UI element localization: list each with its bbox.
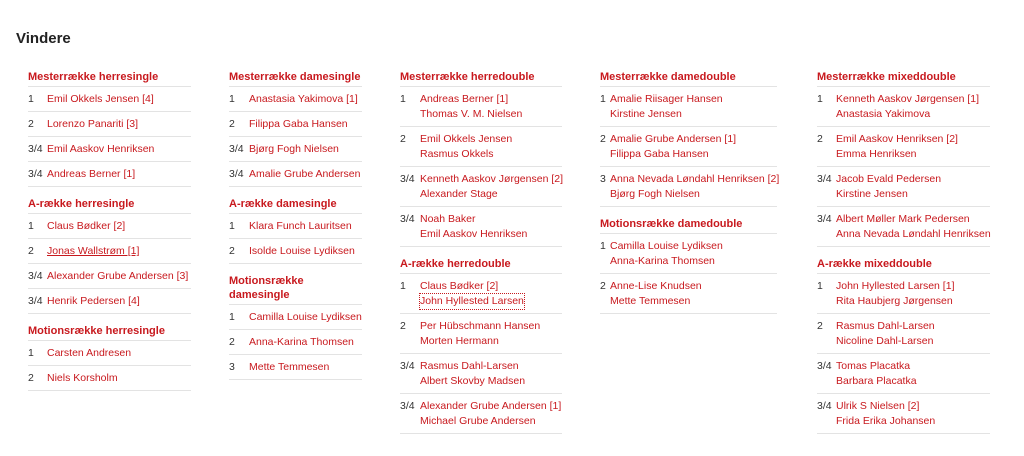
player-link[interactable]: Kirstine Jensen <box>836 188 908 200</box>
page-title: Vindere <box>16 30 71 47</box>
player-names <box>420 132 512 162</box>
result-row <box>229 355 362 380</box>
result-row <box>600 127 777 167</box>
player-link[interactable]: Alexander Stage <box>420 188 498 200</box>
result-row <box>400 354 562 394</box>
category-title: A-række herredouble <box>400 257 562 274</box>
player-names <box>47 92 154 107</box>
player-names <box>836 172 941 202</box>
result-row <box>400 314 562 354</box>
category-a-raekke-herresingle <box>28 197 191 314</box>
player-link[interactable]: Anna Nevada Løndahl Henriksen [2] <box>610 173 780 185</box>
player-link[interactable]: Bjørg Fogh Nielsen <box>249 143 339 155</box>
player-link[interactable]: Anastasia Yakimova <box>836 108 931 120</box>
category-title: Mesterrække damedouble <box>600 70 777 87</box>
result-row <box>817 207 990 247</box>
player-names <box>47 219 125 234</box>
category-a-raekke-damesingle <box>229 197 362 264</box>
category-title: Mesterrække herresingle <box>28 70 191 87</box>
placement: 2 <box>400 133 406 145</box>
placement: 3/4 <box>28 143 43 155</box>
placement: 3/4 <box>400 213 415 225</box>
player-link[interactable]: Filippa Gaba Hansen <box>249 118 348 130</box>
result-row <box>400 394 562 434</box>
player-names <box>420 359 525 389</box>
player-link[interactable]: Rasmus Dahl-Larsen <box>420 360 519 372</box>
placement: 2 <box>600 280 606 292</box>
player-names <box>47 294 140 309</box>
player-names <box>249 335 354 350</box>
placement: 3/4 <box>817 360 832 372</box>
player-link[interactable]: Camilla Louise Lydiksen <box>249 311 362 323</box>
player-link[interactable]: John Hyllested Larsen <box>420 295 524 307</box>
player-names <box>420 212 527 242</box>
player-names <box>47 244 139 259</box>
player-names <box>47 167 135 182</box>
player-link[interactable]: Andreas Berner [1] <box>420 93 509 105</box>
player-names <box>47 117 138 132</box>
placement: 1 <box>817 280 823 292</box>
category-title: Mesterrække mixeddouble <box>817 70 990 87</box>
player-link[interactable]: Henrik Pedersen [4] <box>47 295 140 307</box>
result-row <box>229 112 362 137</box>
result-row <box>28 264 191 289</box>
result-row <box>817 87 990 127</box>
winners-column <box>817 70 990 444</box>
result-row <box>817 314 990 354</box>
player-link[interactable]: Jacob Evald Pedersen <box>836 173 942 185</box>
player-link[interactable]: Klara Funch Lauritsen <box>249 220 352 232</box>
placement: 2 <box>229 118 235 130</box>
player-link[interactable]: Claus Bødker [2] <box>47 220 126 232</box>
result-row <box>28 341 191 366</box>
placement: 2 <box>28 118 34 130</box>
result-row <box>28 239 191 264</box>
result-row <box>400 274 562 314</box>
player-names <box>249 219 352 234</box>
player-link[interactable]: Anne-Lise Knudsen <box>610 280 702 292</box>
player-link[interactable]: Anna-Karina Thomsen <box>610 255 715 267</box>
player-link[interactable]: Emil Okkels Jensen [4] <box>47 93 154 105</box>
player-link[interactable]: Amalie Grube Andersen [1] <box>610 133 737 145</box>
winners-column <box>28 70 191 401</box>
player-link[interactable]: Albert Møller Mark Pedersen <box>836 213 970 225</box>
player-link[interactable]: Amalie Riisager Hansen <box>610 93 723 105</box>
placement: 1 <box>400 93 406 105</box>
result-row <box>229 162 362 187</box>
player-link[interactable]: Ulrik S Nielsen [2] <box>836 400 920 412</box>
category-a-raekke-mixeddouble <box>817 257 990 434</box>
player-link[interactable]: Rasmus Okkels <box>420 148 494 160</box>
winners-column <box>400 70 562 444</box>
player-link[interactable]: Kirstine Jensen <box>610 108 682 120</box>
result-row <box>600 87 777 127</box>
placement: 1 <box>229 93 235 105</box>
placement: 2 <box>28 245 34 257</box>
placement: 1 <box>400 280 406 292</box>
result-row <box>400 207 562 247</box>
player-names <box>836 92 979 122</box>
category-motionsraekke-herresingle <box>28 324 191 391</box>
player-link[interactable]: Emil Aaskov Henriksen <box>47 143 155 155</box>
player-names <box>249 92 358 107</box>
winners-column <box>600 70 780 324</box>
winners-column <box>229 70 362 390</box>
result-row <box>229 87 362 112</box>
result-row <box>600 274 777 314</box>
placement: 1 <box>28 347 34 359</box>
result-row <box>28 162 191 187</box>
category-title: A-række mixeddouble <box>817 257 990 274</box>
category-title: Mesterrække herredouble <box>400 70 562 87</box>
player-link[interactable]: Lorenzo Panariti [3] <box>47 118 139 130</box>
result-row <box>229 239 362 264</box>
player-link[interactable]: Albert Skovby Madsen <box>420 375 526 387</box>
placement: 2 <box>817 133 823 145</box>
player-link[interactable]: Anna Nevada Løndahl Henriksen <box>836 228 991 240</box>
placement: 1 <box>28 220 34 232</box>
result-row <box>400 87 562 127</box>
category-mesterraekke-herresingle <box>28 70 191 187</box>
category-title: Motionsrække damesingle <box>229 274 362 305</box>
result-row <box>817 127 990 167</box>
placement: 3/4 <box>28 295 43 307</box>
result-row <box>817 274 990 314</box>
player-link[interactable]: Barbara Placatka <box>836 375 917 387</box>
placement: 1 <box>600 240 606 252</box>
player-link[interactable]: Anastasia Yakimova [1] <box>249 93 358 105</box>
player-names <box>47 371 118 386</box>
player-names <box>836 132 958 162</box>
player-link[interactable]: Alexander Grube Andersen [1] <box>420 400 562 412</box>
player-link[interactable]: Claus Bødker [2] <box>420 280 499 292</box>
placement: 1 <box>229 220 235 232</box>
player-link[interactable]: Niels Korsholm <box>47 372 118 384</box>
player-link[interactable]: Per Hübschmann Hansen <box>420 320 541 332</box>
category-motionsraekke-damedouble <box>600 217 777 314</box>
player-link[interactable]: Mette Temmesen <box>249 361 330 373</box>
result-row <box>28 289 191 314</box>
player-link[interactable]: Emil Aaskov Henriksen [2] <box>836 133 958 145</box>
category-motionsraekke-damesingle <box>229 274 362 380</box>
placement: 2 <box>229 336 235 348</box>
placement: 1 <box>28 93 34 105</box>
placement: 3/4 <box>229 168 244 180</box>
player-link[interactable]: Kenneth Aaskov Jørgensen [1] <box>836 93 980 105</box>
result-row <box>28 366 191 391</box>
player-names <box>47 142 154 157</box>
player-link[interactable]: Filippa Gaba Hansen <box>610 148 709 160</box>
player-link[interactable]: Tomas Placatka <box>836 360 911 372</box>
player-link[interactable]: Kenneth Aaskov Jørgensen [2] <box>420 173 564 185</box>
player-names <box>420 92 522 122</box>
player-names <box>836 212 991 242</box>
result-row <box>229 137 362 162</box>
placement: 2 <box>817 320 823 332</box>
player-names <box>420 319 540 349</box>
player-link[interactable]: Camilla Louise Lydiksen <box>610 240 723 252</box>
player-names <box>249 142 339 157</box>
placement: 3/4 <box>817 173 832 185</box>
player-link[interactable]: Michael Grube Andersen <box>420 415 536 427</box>
player-link[interactable]: Morten Hermann <box>420 335 499 347</box>
category-title: A-række herresingle <box>28 197 191 214</box>
player-names <box>249 167 360 182</box>
placement: 3 <box>600 173 606 185</box>
placement: 3 <box>229 361 235 373</box>
result-row <box>28 112 191 137</box>
placement: 2 <box>400 320 406 332</box>
player-names <box>836 319 935 349</box>
result-row <box>400 167 562 207</box>
placement: 2 <box>229 245 235 257</box>
player-link[interactable]: Frida Erika Johansen <box>836 415 936 427</box>
placement: 3/4 <box>28 270 43 282</box>
result-row <box>600 167 780 207</box>
placement: 3/4 <box>400 173 415 185</box>
category-a-raekke-herredouble <box>400 257 562 434</box>
result-row <box>28 214 191 239</box>
placement: 3/4 <box>817 400 832 412</box>
player-names <box>610 279 702 309</box>
placement: 3/4 <box>28 168 43 180</box>
player-names <box>610 239 723 269</box>
placement: 3/4 <box>400 360 415 372</box>
category-title: A-række damesingle <box>229 197 362 214</box>
placement: 1 <box>600 93 606 105</box>
category-mesterraekke-herredouble <box>400 70 562 247</box>
player-link[interactable]: Thomas V. M. Nielsen <box>420 108 523 120</box>
player-link[interactable]: Bjørg Fogh Nielsen <box>610 188 700 200</box>
category-mesterraekke-damedouble <box>600 70 780 207</box>
category-mesterraekke-damesingle <box>229 70 362 187</box>
category-title: Motionsrække damedouble <box>600 217 777 234</box>
result-row <box>817 167 990 207</box>
player-link[interactable]: Andreas Berner [1] <box>47 168 136 180</box>
player-names <box>836 399 935 429</box>
player-names <box>610 172 779 202</box>
result-row <box>600 234 777 274</box>
player-link[interactable]: John Hyllested Larsen [1] <box>836 280 955 292</box>
player-names <box>249 360 329 375</box>
player-link[interactable]: Emil Okkels Jensen <box>420 133 513 145</box>
player-link[interactable]: Rasmus Dahl-Larsen <box>836 320 935 332</box>
placement: 3/4 <box>817 213 832 225</box>
player-link[interactable]: Noah Baker <box>420 213 476 225</box>
result-row <box>229 305 362 330</box>
placement: 2 <box>28 372 34 384</box>
player-names <box>836 359 917 389</box>
player-names <box>249 244 355 259</box>
category-mesterraekke-mixeddouble <box>817 70 990 247</box>
result-row <box>229 214 362 239</box>
player-link[interactable]: Carsten Andresen <box>47 347 132 359</box>
player-link[interactable]: Anna-Karina Thomsen <box>249 336 354 348</box>
player-link[interactable]: Alexander Grube Andersen [3] <box>47 270 189 282</box>
player-names <box>836 279 954 309</box>
player-names <box>610 132 736 162</box>
player-link[interactable]: Isolde Louise Lydiksen <box>249 245 355 257</box>
placement: 3/4 <box>229 143 244 155</box>
player-link[interactable]: Emil Aaskov Henriksen <box>420 228 528 240</box>
player-link[interactable]: Amalie Grube Andersen <box>249 168 361 180</box>
category-title: Mesterrække damesingle <box>229 70 362 87</box>
player-names <box>47 346 131 361</box>
result-row <box>817 354 990 394</box>
player-link[interactable]: Rita Haubjerg Jørgensen <box>836 295 953 307</box>
placement: 1 <box>229 311 235 323</box>
player-link[interactable]: Mette Temmesen <box>610 295 691 307</box>
result-row <box>229 330 362 355</box>
result-row <box>28 87 191 112</box>
player-names <box>249 310 362 325</box>
player-names <box>420 279 524 309</box>
player-names <box>420 172 563 202</box>
player-names <box>610 92 723 122</box>
player-link[interactable]: Jonas Wallstrøm [1] <box>47 245 140 257</box>
player-link[interactable]: Emma Henriksen <box>836 148 917 160</box>
result-row <box>400 127 562 167</box>
player-names <box>249 117 348 132</box>
result-row <box>817 394 990 434</box>
category-title: Motionsrække herresingle <box>28 324 191 341</box>
player-names <box>420 399 561 429</box>
player-names <box>47 269 188 284</box>
placement: 2 <box>600 133 606 145</box>
placement: 3/4 <box>400 400 415 412</box>
result-row <box>28 137 191 162</box>
placement: 1 <box>817 93 823 105</box>
player-link[interactable]: Nicoline Dahl-Larsen <box>836 335 934 347</box>
